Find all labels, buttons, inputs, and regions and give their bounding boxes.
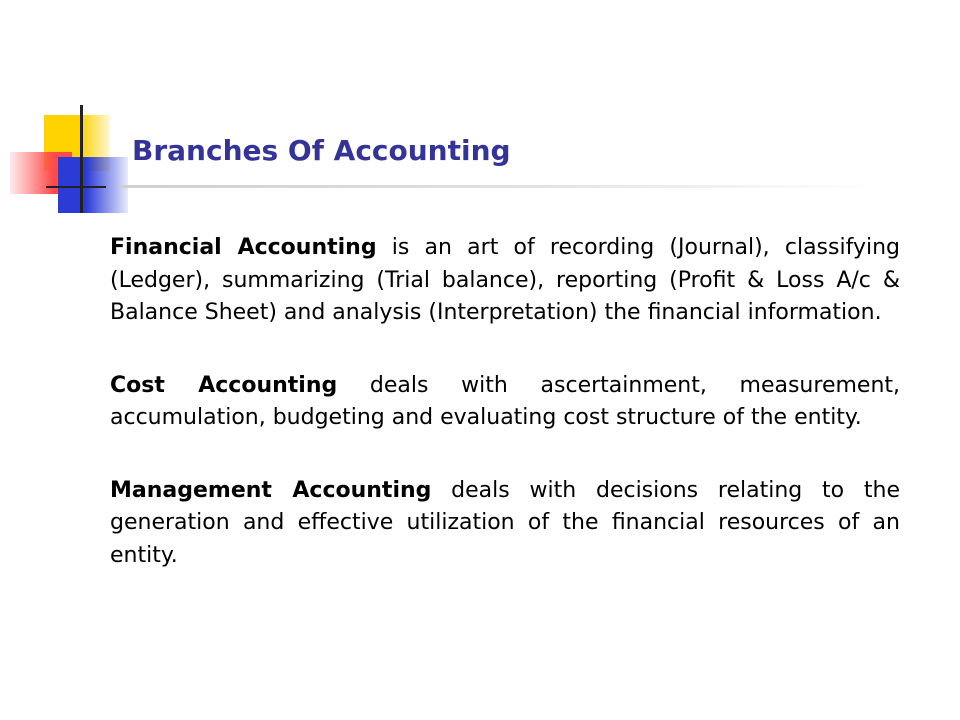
definition-management-accounting: deals with decisions relating to the generation and effective utilization of the financial resources of an entity.: [110, 477, 900, 568]
term-cost-accounting: Cost Accounting: [110, 372, 338, 398]
term-financial-accounting: Financial Accounting: [110, 235, 377, 260]
definition-cost-accounting: deals with ascertainment, measurement, accumulation, budgeting and evaluating cost structure of the entity.: [110, 372, 901, 430]
title-underline: [120, 185, 880, 188]
slide-title: Branches Of Accounting: [132, 134, 511, 167]
corner-decoration: [0, 95, 150, 225]
paragraph-management-accounting: [110, 475, 900, 573]
paragraph-financial-accounting: [110, 232, 900, 330]
decoration-blue-square: [58, 157, 128, 213]
slide-content: [110, 232, 900, 612]
definition-financial-accounting: is an art of recording (Journal), classifying (Ledger), summarizing (Trial balance), reporting (Profit & Loss A/c & Balance Sheet) and analysis (Interpretation) the financial information.: [110, 235, 900, 325]
paragraph-cost-accounting: [110, 370, 900, 435]
term-management-accounting: Management Accounting: [110, 477, 432, 503]
decoration-vertical-line: [80, 105, 83, 213]
decoration-horizontal-line: [46, 186, 106, 188]
